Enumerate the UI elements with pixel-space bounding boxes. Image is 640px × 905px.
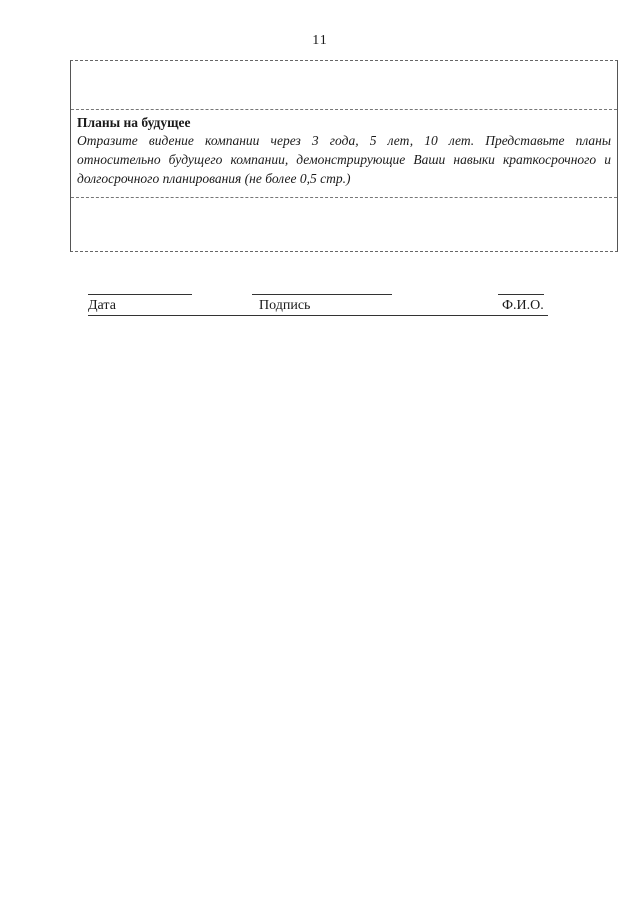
- signature-label: Подпись: [259, 298, 311, 313]
- section-title: Планы на будущее: [77, 115, 191, 130]
- name-signature-line: [498, 294, 544, 295]
- signature-baseline: [88, 315, 548, 316]
- name-label: Ф.И.О.: [502, 298, 544, 313]
- page-number: 11: [312, 33, 328, 48]
- date-label: Дата: [88, 298, 116, 313]
- row-divider-top: [71, 109, 617, 110]
- signature-block: [0, 290, 640, 320]
- plans-form-table: [70, 60, 618, 252]
- section-instruction: Отразите видение компании через 3 года, 5 лет, 10 лет. Представьте планы относительно будущего компании, демонстрирующие Ваши навыки краткосрочного и долгосрочного планирования (не более 0,5 стр.): [77, 133, 611, 186]
- future-plans-section: [77, 114, 611, 188]
- row-divider-bottom: [71, 197, 617, 198]
